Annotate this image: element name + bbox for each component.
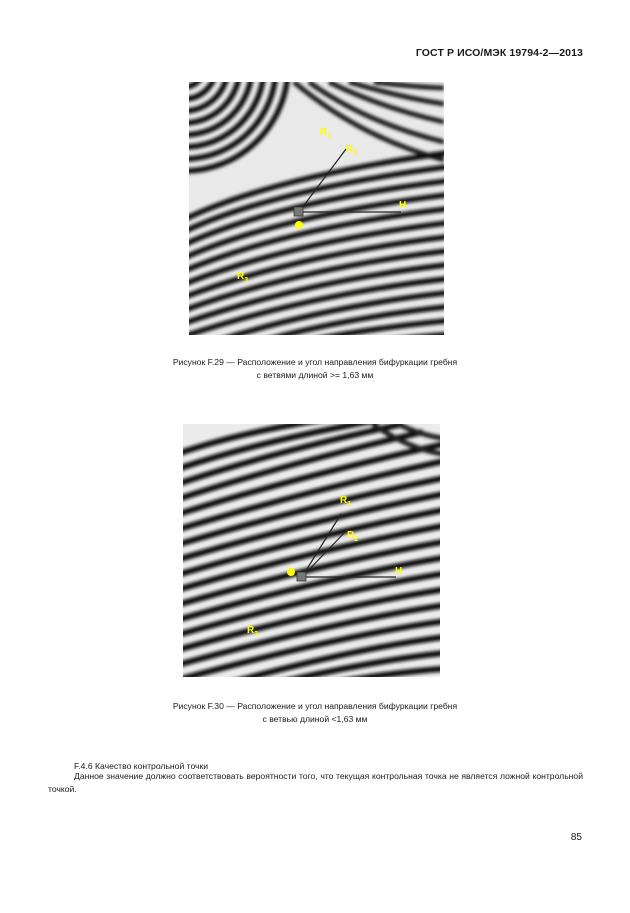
label-h: H (399, 200, 407, 211)
minutia-point (295, 221, 303, 229)
fingerprint-figure-30 (183, 424, 440, 677)
minutia-marker (297, 572, 306, 581)
page-number: 85 (570, 832, 582, 843)
figure-30-caption-line-1: Рисунок F.30 — Расположение и угол направления бифуркации гребня (172, 701, 458, 711)
label-r2: $R_2$ (347, 530, 359, 543)
label-r1: $R_1$ (340, 495, 352, 508)
minutia-marker (294, 207, 303, 216)
label-r1: $R_1$ (320, 127, 332, 140)
label-h: H (395, 566, 403, 577)
section-heading: F.4.6 Качество контрольной точки (74, 761, 209, 771)
label-r3: $R_3$ (237, 271, 249, 284)
minutia-point (287, 568, 295, 576)
figure-30-caption (0, 700, 630, 725)
figure-30-caption-line-2: с ветвью длиной <1,63 мм (262, 713, 368, 724)
document-header: ГОСТ Р ИСО/МЭК 19794-2—2013 (415, 47, 583, 59)
label-r3: $R_3$ (247, 625, 259, 638)
section-paragraph (48, 770, 583, 796)
fingerprint-image-29 (189, 82, 444, 335)
figure-29-caption-line-2: с ветвями длиной >= 1,63 мм (256, 369, 374, 380)
fingerprint-image-30 (183, 424, 440, 677)
figure-29-caption (0, 356, 630, 381)
section-paragraph-text: Данное значение должно соответствовать вероятности того, что текущая контрольная точка не является ложной контрольной точкой. (48, 771, 583, 794)
figure-29-caption-line-1: Рисунок F.29 — Расположение и угол направления бифуркации гребня (172, 357, 458, 367)
label-r2: $R_2$ (346, 144, 358, 157)
fingerprint-figure-29 (189, 82, 444, 335)
